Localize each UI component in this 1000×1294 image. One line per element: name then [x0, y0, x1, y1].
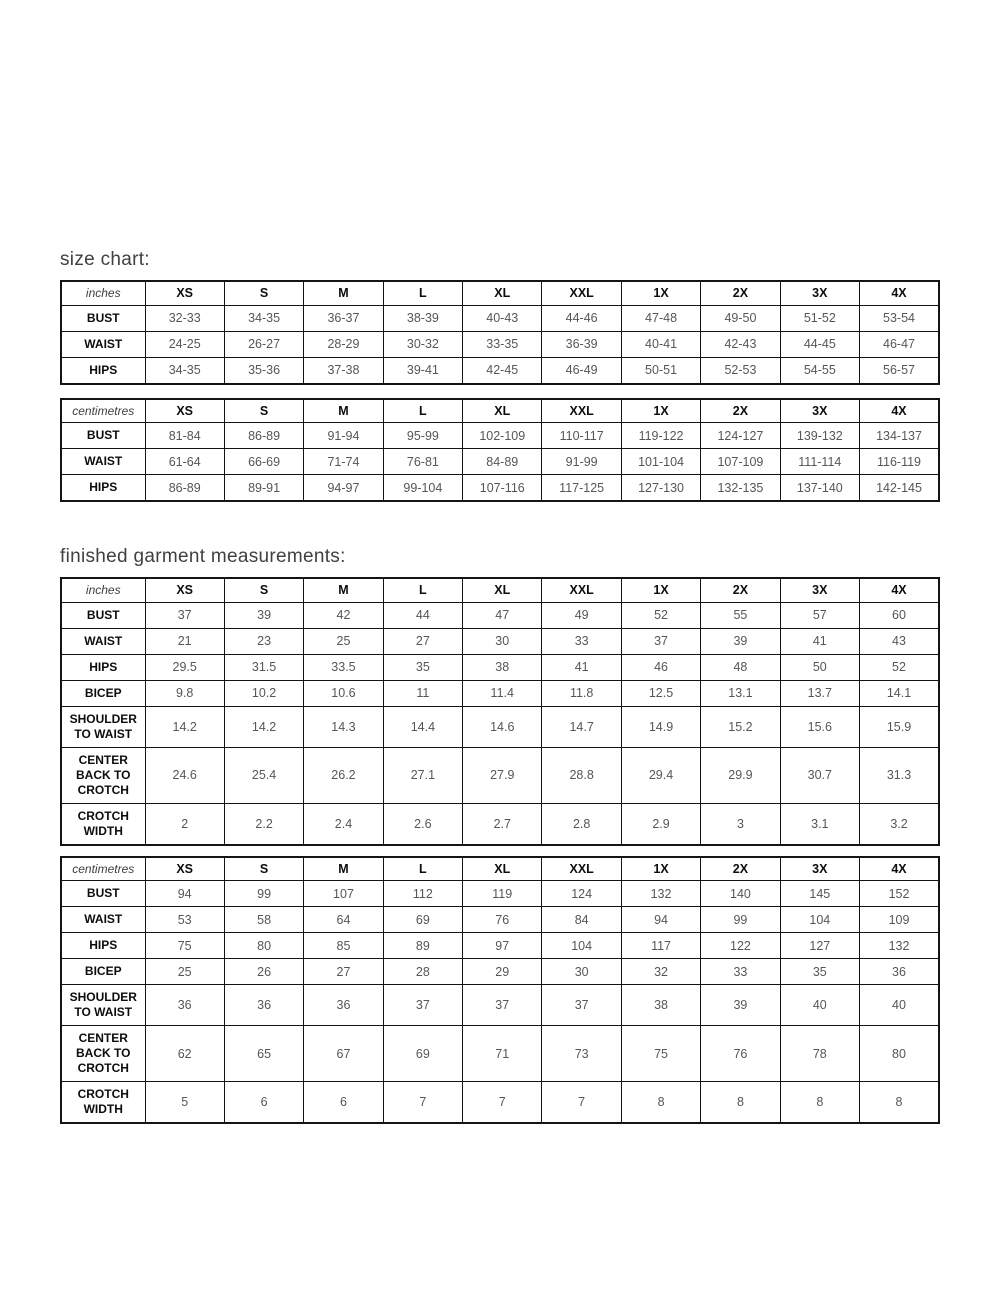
measurement-value: 52 [621, 602, 700, 628]
size-column-header: 1X [621, 281, 700, 305]
measurement-value: 37-38 [304, 357, 383, 384]
table-row [61, 803, 939, 845]
measurement-value: 39 [224, 602, 303, 628]
measurement-value: 25 [145, 959, 224, 985]
size-column-header: L [383, 578, 462, 602]
measurement-value: 122 [701, 933, 780, 959]
measurement-value: 107-116 [463, 475, 542, 502]
size-column-header: 2X [701, 399, 780, 423]
finished-garment-inches-table [60, 577, 940, 846]
size-column-header: XL [463, 857, 542, 881]
measurement-value: 107-109 [701, 449, 780, 475]
measurement-value: 62 [145, 1026, 224, 1082]
size-chart-heading: size chart: [60, 249, 150, 270]
measurement-value: 6 [304, 1082, 383, 1124]
measurement-value: 11 [383, 680, 462, 706]
measurement-value: 99 [701, 907, 780, 933]
table-row [61, 628, 939, 654]
measurement-value: 11.4 [463, 680, 542, 706]
measurement-value: 132 [860, 933, 939, 959]
measurement-label: BUST [61, 305, 145, 331]
table-row [61, 423, 939, 449]
measurement-value: 119 [463, 881, 542, 907]
measurement-value: 30-32 [383, 331, 462, 357]
measurement-value: 152 [860, 881, 939, 907]
measurement-value: 65 [224, 1026, 303, 1082]
measurement-value: 111-114 [780, 449, 859, 475]
measurement-value: 104 [780, 907, 859, 933]
table-row [61, 907, 939, 933]
measurement-label: WAIST [61, 907, 145, 933]
measurement-value: 13.1 [701, 680, 780, 706]
size-column-header: XL [463, 399, 542, 423]
measurement-value: 66-69 [224, 449, 303, 475]
size-column-header: XS [145, 281, 224, 305]
measurement-value: 49 [542, 602, 621, 628]
measurement-label: WAIST [61, 628, 145, 654]
measurement-value: 2.8 [542, 803, 621, 845]
measurement-value: 15.9 [860, 706, 939, 747]
measurement-value: 8 [860, 1082, 939, 1124]
measurement-value: 53 [145, 907, 224, 933]
measurement-value: 30 [542, 959, 621, 985]
measurement-value: 76 [463, 907, 542, 933]
measurement-value: 89-91 [224, 475, 303, 502]
measurement-value: 142-145 [860, 475, 939, 502]
measurement-label: CENTER BACK TO CROTCH [61, 747, 145, 803]
measurement-value: 38 [621, 985, 700, 1026]
measurement-value: 34-35 [224, 305, 303, 331]
measurement-value: 36 [145, 985, 224, 1026]
measurement-value: 36 [224, 985, 303, 1026]
measurement-label: SHOULDER TO WAIST [61, 985, 145, 1026]
measurement-value: 24.6 [145, 747, 224, 803]
table-row [61, 881, 939, 907]
measurement-value: 44-46 [542, 305, 621, 331]
measurement-value: 76-81 [383, 449, 462, 475]
measurement-value: 35-36 [224, 357, 303, 384]
measurement-value: 29.9 [701, 747, 780, 803]
measurement-value: 53-54 [860, 305, 939, 331]
measurement-value: 46-49 [542, 357, 621, 384]
measurement-value: 7 [542, 1082, 621, 1124]
measurement-label: CROTCH WIDTH [61, 803, 145, 845]
measurement-value: 91-94 [304, 423, 383, 449]
size-column-header: 3X [780, 399, 859, 423]
measurement-label: CENTER BACK TO CROTCH [61, 1026, 145, 1082]
size-column-header: 1X [621, 578, 700, 602]
measurement-value: 27 [383, 628, 462, 654]
measurement-value: 47-48 [621, 305, 700, 331]
size-column-header: 3X [780, 857, 859, 881]
measurement-value: 52-53 [701, 357, 780, 384]
measurement-value: 29.5 [145, 654, 224, 680]
measurement-value: 28 [383, 959, 462, 985]
header-row [61, 857, 939, 881]
measurement-label: BUST [61, 423, 145, 449]
measurement-value: 35 [780, 959, 859, 985]
measurement-value: 36 [304, 985, 383, 1026]
measurement-value: 46 [621, 654, 700, 680]
size-column-header: 1X [621, 857, 700, 881]
measurement-value: 40 [860, 985, 939, 1026]
measurement-value: 42-43 [701, 331, 780, 357]
measurement-value: 94-97 [304, 475, 383, 502]
measurement-value: 134-137 [860, 423, 939, 449]
measurement-value: 27.9 [463, 747, 542, 803]
measurement-value: 50-51 [621, 357, 700, 384]
document-content [60, 0, 940, 1124]
measurement-value: 64 [304, 907, 383, 933]
size-column-header: XXL [542, 399, 621, 423]
measurement-value: 36-39 [542, 331, 621, 357]
table-row [61, 1026, 939, 1082]
measurement-label: CROTCH WIDTH [61, 1082, 145, 1124]
measurement-label: BUST [61, 881, 145, 907]
measurement-value: 127-130 [621, 475, 700, 502]
table-row [61, 706, 939, 747]
measurement-value: 75 [145, 933, 224, 959]
size-column-header: 1X [621, 399, 700, 423]
measurement-value: 33 [701, 959, 780, 985]
measurement-value: 51-52 [780, 305, 859, 331]
measurement-label: HIPS [61, 475, 145, 502]
measurement-value: 71-74 [304, 449, 383, 475]
measurement-value: 2.6 [383, 803, 462, 845]
measurement-value: 10.6 [304, 680, 383, 706]
measurement-value: 14.7 [542, 706, 621, 747]
measurement-value: 84 [542, 907, 621, 933]
measurement-value: 110-117 [542, 423, 621, 449]
measurement-value: 2.9 [621, 803, 700, 845]
measurement-value: 40-41 [621, 331, 700, 357]
measurement-value: 14.9 [621, 706, 700, 747]
measurement-value: 9.8 [145, 680, 224, 706]
size-column-header: M [304, 578, 383, 602]
size-column-header: XS [145, 399, 224, 423]
table-row [61, 654, 939, 680]
measurement-value: 35 [383, 654, 462, 680]
measurement-value: 40-43 [463, 305, 542, 331]
measurement-value: 42 [304, 602, 383, 628]
size-column-header: XL [463, 281, 542, 305]
measurement-value: 69 [383, 1026, 462, 1082]
measurement-value: 67 [304, 1026, 383, 1082]
size-column-header: 4X [860, 857, 939, 881]
measurement-label: BICEP [61, 680, 145, 706]
measurement-value: 95-99 [383, 423, 462, 449]
measurement-value: 30.7 [780, 747, 859, 803]
measurement-value: 50 [780, 654, 859, 680]
measurement-value: 6 [224, 1082, 303, 1124]
measurement-value: 80 [224, 933, 303, 959]
measurement-value: 89 [383, 933, 462, 959]
measurement-value: 39-41 [383, 357, 462, 384]
measurement-value: 101-104 [621, 449, 700, 475]
table-row [61, 959, 939, 985]
measurement-label: BICEP [61, 959, 145, 985]
table-row [61, 449, 939, 475]
measurement-value: 31.5 [224, 654, 303, 680]
size-column-header: L [383, 281, 462, 305]
measurement-value: 5 [145, 1082, 224, 1124]
measurement-value: 41 [780, 628, 859, 654]
measurement-value: 86-89 [145, 475, 224, 502]
unit-label: inches [61, 578, 145, 602]
size-column-header: XXL [542, 281, 621, 305]
measurement-value: 7 [463, 1082, 542, 1124]
measurement-value: 86-89 [224, 423, 303, 449]
body-measurements-inches-table [60, 280, 940, 385]
measurement-value: 14.3 [304, 706, 383, 747]
measurement-value: 29 [463, 959, 542, 985]
header-row [61, 399, 939, 423]
measurement-value: 85 [304, 933, 383, 959]
measurement-value: 71 [463, 1026, 542, 1082]
measurement-value: 31.3 [860, 747, 939, 803]
measurement-value: 12.5 [621, 680, 700, 706]
measurement-value: 8 [701, 1082, 780, 1124]
measurement-value: 56-57 [860, 357, 939, 384]
size-column-header: XS [145, 578, 224, 602]
size-column-header: XXL [542, 578, 621, 602]
measurement-value: 44 [383, 602, 462, 628]
table-row [61, 331, 939, 357]
measurement-value: 13.7 [780, 680, 859, 706]
measurement-value: 27 [304, 959, 383, 985]
measurement-label: BUST [61, 602, 145, 628]
measurement-value: 58 [224, 907, 303, 933]
header-row [61, 281, 939, 305]
measurement-value: 124-127 [701, 423, 780, 449]
size-column-header: 3X [780, 281, 859, 305]
table-row [61, 475, 939, 502]
size-column-header: M [304, 857, 383, 881]
measurement-value: 33 [542, 628, 621, 654]
measurement-value: 3.2 [860, 803, 939, 845]
unit-label: centimetres [61, 399, 145, 423]
measurement-label: WAIST [61, 331, 145, 357]
measurement-value: 14.2 [145, 706, 224, 747]
measurement-value: 14.6 [463, 706, 542, 747]
measurement-value: 124 [542, 881, 621, 907]
measurement-value: 34-35 [145, 357, 224, 384]
measurement-value: 21 [145, 628, 224, 654]
measurement-value: 3.1 [780, 803, 859, 845]
measurement-value: 117 [621, 933, 700, 959]
size-column-header: 4X [860, 578, 939, 602]
measurement-value: 36-37 [304, 305, 383, 331]
measurement-value: 104 [542, 933, 621, 959]
measurement-label: SHOULDER TO WAIST [61, 706, 145, 747]
size-column-header: L [383, 857, 462, 881]
measurement-value: 3 [701, 803, 780, 845]
measurement-value: 15.6 [780, 706, 859, 747]
measurement-value: 49-50 [701, 305, 780, 331]
size-column-header: S [224, 281, 303, 305]
measurement-value: 132 [621, 881, 700, 907]
measurement-value: 23 [224, 628, 303, 654]
measurement-value: 14.4 [383, 706, 462, 747]
measurement-value: 14.1 [860, 680, 939, 706]
measurement-value: 38 [463, 654, 542, 680]
measurement-value: 75 [621, 1026, 700, 1082]
measurement-value: 107 [304, 881, 383, 907]
measurement-value: 84-89 [463, 449, 542, 475]
unit-label: centimetres [61, 857, 145, 881]
measurement-value: 139-132 [780, 423, 859, 449]
measurement-value: 11.8 [542, 680, 621, 706]
size-column-header: 2X [701, 578, 780, 602]
measurement-value: 145 [780, 881, 859, 907]
table-row [61, 680, 939, 706]
measurement-value: 32 [621, 959, 700, 985]
measurement-label: HIPS [61, 933, 145, 959]
measurement-label: HIPS [61, 654, 145, 680]
size-column-header: 3X [780, 578, 859, 602]
measurement-value: 54-55 [780, 357, 859, 384]
measurement-value: 99-104 [383, 475, 462, 502]
measurement-value: 37 [383, 985, 462, 1026]
size-column-header: XL [463, 578, 542, 602]
measurement-value: 60 [860, 602, 939, 628]
measurement-value: 94 [145, 881, 224, 907]
measurement-value: 8 [780, 1082, 859, 1124]
table-row [61, 305, 939, 331]
size-column-header: M [304, 281, 383, 305]
table-row [61, 985, 939, 1026]
measurement-value: 119-122 [621, 423, 700, 449]
measurement-label: WAIST [61, 449, 145, 475]
table-row [61, 747, 939, 803]
measurement-value: 127 [780, 933, 859, 959]
measurement-value: 112 [383, 881, 462, 907]
size-column-header: M [304, 399, 383, 423]
measurement-value: 48 [701, 654, 780, 680]
measurement-value: 7 [383, 1082, 462, 1124]
measurement-value: 28-29 [304, 331, 383, 357]
measurement-value: 10.2 [224, 680, 303, 706]
measurement-value: 33.5 [304, 654, 383, 680]
measurement-value: 2 [145, 803, 224, 845]
measurement-value: 41 [542, 654, 621, 680]
measurement-value: 2.2 [224, 803, 303, 845]
measurement-value: 29.4 [621, 747, 700, 803]
header-row [61, 578, 939, 602]
measurement-value: 32-33 [145, 305, 224, 331]
measurement-value: 2.4 [304, 803, 383, 845]
measurement-value: 61-64 [145, 449, 224, 475]
measurement-value: 47 [463, 602, 542, 628]
size-column-header: 2X [701, 281, 780, 305]
measurement-value: 97 [463, 933, 542, 959]
measurement-value: 69 [383, 907, 462, 933]
measurement-value: 57 [780, 602, 859, 628]
measurement-value: 137-140 [780, 475, 859, 502]
size-column-header: S [224, 399, 303, 423]
measurement-value: 38-39 [383, 305, 462, 331]
measurement-value: 36 [860, 959, 939, 985]
measurement-value: 116-119 [860, 449, 939, 475]
measurement-value: 2.7 [463, 803, 542, 845]
size-column-header: 4X [860, 281, 939, 305]
measurement-value: 73 [542, 1026, 621, 1082]
measurement-value: 80 [860, 1026, 939, 1082]
body-measurements-cm-table [60, 398, 940, 503]
measurement-value: 30 [463, 628, 542, 654]
unit-label: inches [61, 281, 145, 305]
size-column-header: 4X [860, 399, 939, 423]
measurement-value: 140 [701, 881, 780, 907]
measurement-value: 42-45 [463, 357, 542, 384]
measurement-value: 37 [621, 628, 700, 654]
measurement-value: 132-135 [701, 475, 780, 502]
measurement-value: 25 [304, 628, 383, 654]
measurement-value: 43 [860, 628, 939, 654]
size-column-header: S [224, 578, 303, 602]
size-column-header: XS [145, 857, 224, 881]
measurement-value: 46-47 [860, 331, 939, 357]
measurement-value: 28.8 [542, 747, 621, 803]
measurement-value: 109 [860, 907, 939, 933]
measurement-value: 33-35 [463, 331, 542, 357]
size-column-header: L [383, 399, 462, 423]
measurement-value: 117-125 [542, 475, 621, 502]
measurement-value: 37 [463, 985, 542, 1026]
measurement-value: 76 [701, 1026, 780, 1082]
measurement-value: 14.2 [224, 706, 303, 747]
measurement-value: 26 [224, 959, 303, 985]
measurement-value: 37 [542, 985, 621, 1026]
table-row [61, 602, 939, 628]
measurement-value: 15.2 [701, 706, 780, 747]
measurement-value: 91-99 [542, 449, 621, 475]
measurement-value: 37 [145, 602, 224, 628]
measurement-value: 78 [780, 1026, 859, 1082]
measurement-value: 94 [621, 907, 700, 933]
measurement-label: HIPS [61, 357, 145, 384]
measurement-value: 52 [860, 654, 939, 680]
measurement-value: 39 [701, 628, 780, 654]
finished-garment-heading: finished garment measurements: [60, 546, 346, 567]
size-column-header: S [224, 857, 303, 881]
measurement-value: 99 [224, 881, 303, 907]
size-column-header: 2X [701, 857, 780, 881]
measurement-value: 25.4 [224, 747, 303, 803]
measurement-value: 26.2 [304, 747, 383, 803]
size-column-header: XXL [542, 857, 621, 881]
table-row [61, 357, 939, 384]
measurement-value: 8 [621, 1082, 700, 1124]
measurement-value: 39 [701, 985, 780, 1026]
measurement-value: 26-27 [224, 331, 303, 357]
measurement-value: 24-25 [145, 331, 224, 357]
measurement-value: 81-84 [145, 423, 224, 449]
finished-garment-cm-table [60, 856, 940, 1125]
table-row [61, 1082, 939, 1124]
measurement-value: 55 [701, 602, 780, 628]
measurement-value: 40 [780, 985, 859, 1026]
measurement-value: 102-109 [463, 423, 542, 449]
measurement-value: 44-45 [780, 331, 859, 357]
measurement-value: 27.1 [383, 747, 462, 803]
table-row [61, 933, 939, 959]
